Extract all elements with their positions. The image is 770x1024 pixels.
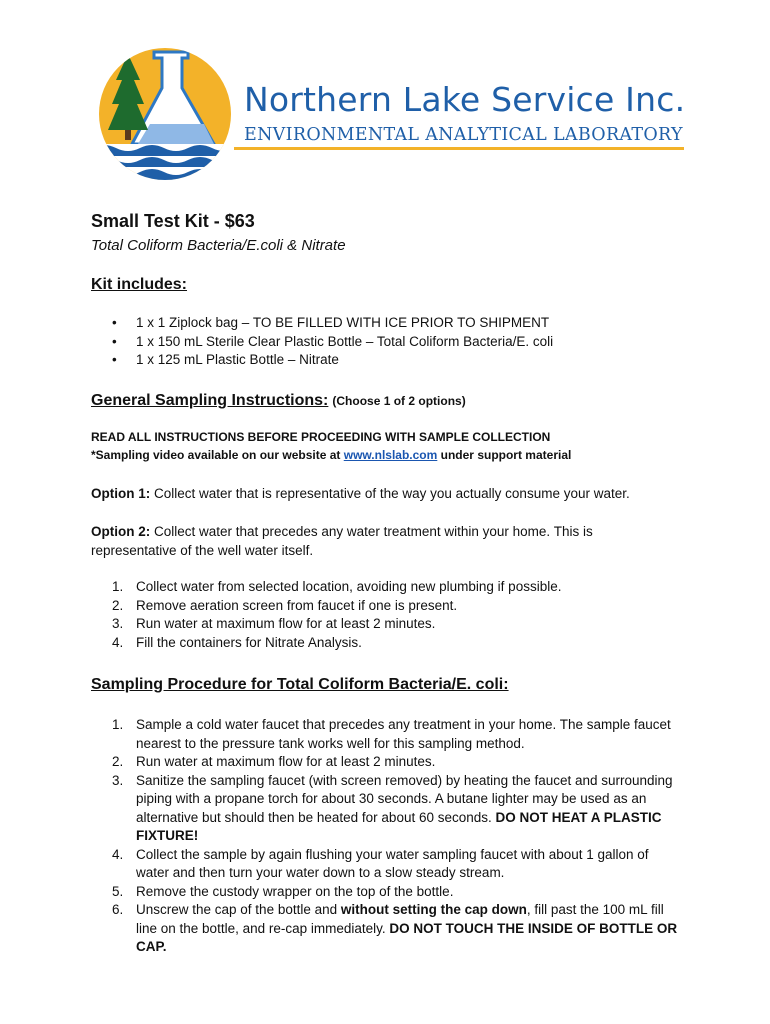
list-item: 2. Remove aeration screen from faucet if one is present. [112, 597, 458, 613]
option-2-continued: representative of the well water itself. [91, 543, 314, 558]
kit-includes-heading: Kit includes: [91, 276, 188, 293]
video-notice: *Sampling video available on our website at www.nlslab.com under support material [91, 448, 572, 462]
kit-title: Small Test Kit - $63 [91, 211, 255, 231]
company-subtitle: ENVIRONMENTAL ANALYTICAL LABORATORY [244, 125, 683, 145]
company-logo-icon [92, 44, 238, 184]
general-steps-list [110, 578, 561, 652]
coliform-procedure-heading: Sampling Procedure for Total Coliform Bacteria/E. coli: [91, 676, 509, 693]
option-2: Option 2: Collect water that precedes any water treatment within your home. This is [91, 524, 593, 539]
list-item: 6. Unscrew the cap of the bottle and without setting the cap down, fill past the 100 mL fill line on the bottle, and re-cap immediately. DO NOT TOUCH THE INSIDE OF BOTTLE OR CAP. [112, 902, 678, 954]
list-item: 1. Sample a cold water faucet that precedes any treatment in your home. The sample faucet nearest to the pressure tank works well for this sampling method. [112, 717, 671, 751]
list-item: 3. Run water at maximum flow for at least 2 minutes. [112, 616, 436, 631]
list-item: 3. Sanitize the sampling faucet (with screen removed) by heating the faucet and surrounding piping with a propane torch for about 30 seconds. A butane lighter may be used as an alternative but should then be heated for about 60 seconds. DO NOT HEAT A PLASTIC FIXTURE! [112, 772, 673, 843]
list-item: 4. Fill the containers for Nitrate Analysis. [112, 634, 362, 650]
list-item: 4. Collect the sample by again flushing your water sampling faucet with about 1 gallon of water and then turn your water down to a slow steady stream. [112, 846, 649, 880]
kit-items-list [110, 314, 553, 370]
list-item: 5. Remove the custody wrapper on the top of the bottle. [112, 883, 454, 899]
general-instructions-heading: General Sampling Instructions: (Choose 1 of 2 options) [91, 392, 466, 409]
list-item: 1. Collect water from selected location, avoiding new plumbing if possible. [112, 579, 562, 594]
list-item: • 1 x 150 mL Sterile Clear Plastic Bottle – Total Coliform Bacteria/E. coli [110, 333, 553, 352]
header-divider [234, 147, 684, 150]
website-link[interactable]: www.nlslab.com [343, 448, 438, 462]
option-1: Option 1: Collect water that is representative of the way you actually consume your water. [91, 486, 630, 501]
coliform-steps-list [110, 716, 677, 957]
company-name: Northern Lake Service Inc. [244, 80, 686, 119]
kit-subtitle: Total Coliform Bacteria/E.coli & Nitrate [91, 237, 346, 254]
heading-note: (Choose 1 of 2 options) [332, 394, 466, 408]
list-item: • 1 x 125 mL Plastic Bottle – Nitrate [110, 351, 553, 370]
read-all-notice: READ ALL INSTRUCTIONS BEFORE PROCEEDING WITH SAMPLE COLLECTION [91, 430, 551, 444]
list-item: • 1 x 1 Ziplock bag – TO BE FILLED WITH ICE PRIOR TO SHIPMENT [110, 314, 553, 333]
list-item: 2. Run water at maximum flow for at least 2 minutes. [112, 754, 436, 769]
